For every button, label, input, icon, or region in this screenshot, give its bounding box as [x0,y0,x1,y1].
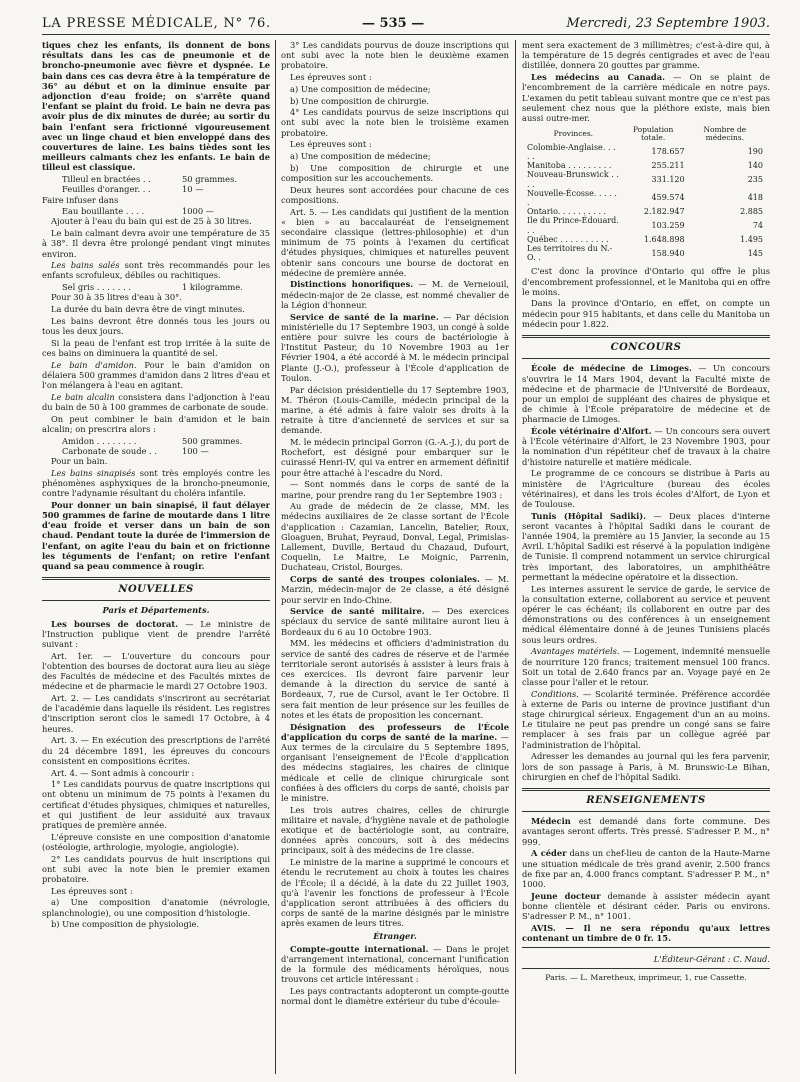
paragraph: Corps de santé des troupes coloniales. — M. Marzin, médecin-major de 2e classe, a été désigné pour servir en Indo-Chine. [281,574,509,605]
table-row [526,207,764,216]
paragraph: École de médecine de Limoges. — Un concours s'ouvrira le 14 Mars 1904, devant la Faculté mixte de médecine et de pharmacie de l'Université de Bordeaux, pour un emploi de suppléant des chaires de physique et de chimie à l'École préparatoire de médecine et de pharmacie de Limoges. [522,363,770,425]
paragraph: ment sera exactement de 3 millimètres; c'est-à-dire qui, à la température de 15 degrés centigrades et avec de l'eau distillée, donnera 20 gouttes par gramme. [522,40,770,71]
section-rule [522,358,770,359]
recipe-line: Tilleul en bractées . . 50 grammes. [62,174,237,185]
paragraph: Dans la province d'Ontario, en effet, on compte un médecin pour 915 habitants, et dans celle du Manitoba un médecin pour 1.822. [522,298,770,329]
subsection-heading: Étranger. [373,930,417,941]
table-cell: 190 [747,147,763,157]
section-rule [522,335,770,338]
table-row [526,216,764,234]
paragraph: b) Une composition de chirurgie et une composition sur les accouchements. [281,162,509,183]
paragraph: Faire infuser dans [42,194,119,205]
table-cell: 74 [752,220,763,230]
table-cell: 178.657 [651,147,685,157]
paragraph: Service de santé de la marine. — Par décision ministérielle du 17 Septembre 1903, un congé à solde entière pour suivre les cours de bactériologie à l'Institut Pasteur, du 10 Novembre 1903 au 1er Février 1904, a été accordé à M. le médecin principal Plante (J.-O.), professeur à l'École d'application de Toulon. [281,311,509,383]
table-cell: Ile du Prince-Édouard. . . [527,216,619,235]
paragraph: Conditions. — Scolarité terminée. Préférence accordée à externe de Paris ou interne de province justifiant d'un stage chirurgical sérieux. Engagement d'un an au moins. Le titulaire ne peut pas prendre un congé sans se faire remplacer à ses frais par un collègue agréé par l'administration de l'hôpital. [522,688,770,750]
table-cell: 158.940 [651,248,685,258]
table-cell: Colombie-Anglaise. . . . . [527,142,616,162]
section-rule [522,788,770,791]
table-row [526,189,764,207]
table-row [526,244,764,262]
paragraph: M. le médecin principal Gorron (G.-A.-J.), du port de Rochefort, est désigné pour embarquer sur le cuirassé Henri-IV, qui va entrer en armement définitif pour être attaché à l'escadre du Nord. [281,437,509,478]
paragraph: Deux heures sont accordées pour chacune de ces compositions. [281,184,509,205]
table-cell: 103.259 [651,220,685,230]
paragraph: Tunis (Hôpital Sadiki). — Deux places d'interne seront vacantes à l'hôpital Sadiki dans le courant de l'année 1904, la première au 15 Janvier, la seconde au 15 Avril. L'hôpital Sadiki est réservé à la population indigène de Tunisie. Il comprend notamment un service chirurgical très important, des laboratoires, un amphithéâtre permettant la médecine opératoire et la dissection. [522,510,770,582]
paragraph: Art. 1er. — L'ouverture du concours pour l'obtention des bourses de doctorat aura lieu au siège des Facultés de médecine et des Facultés mixtes de médecine et de pharmacie le mardi 27 Octobre 1903. [42,650,270,692]
table-cell: 145 [747,248,763,258]
page-number: — 535 — [362,16,425,31]
paragraph: Au grade de médecin de 2e classe, MM. les médecins auxiliaires de 2e classe sortant de l'École d'application : Cazamian, Lancelin, Batelier, Roux, Gloaguen, Bruhat, Peyraud, Donval, Legal, Primislas-Lallement, Duville, Bertaud du Chazaud, Dufourt, Coquelin, Le Maitre, Le Moignic, Parrenin, Duchateau, Cristol, Bourges. [281,501,509,573]
printer-imprint: Paris. — L. Maretheux, imprimeur, 1, rue Cassette. [545,973,747,983]
paragraph: Les bains sinapisés sont très employés contre les phénomènes asphyxiques de la broncho-pneumonie, contre l'adynamie résultant du choléra infantile. [42,467,270,499]
recipe-line: Eau bouillante . . . . 1000 — [62,206,215,217]
paragraph: Pour un bain. [51,455,108,466]
paragraph: Art. 3. — En exécution des prescriptions de l'arrêté du 24 décembre 1891, les épreuves du concours consistent en compositions écrites. [42,735,270,766]
table-header: Provinces. [553,129,594,139]
paragraph: Avantages matériels. — Logement, indemnité mensuelle de nourriture 120 francs; traitement mensuel 100 francs. Soit un total de 2.640 francs par an. Voyage payé en 2e classe pour l'aller et le retour. [522,646,770,687]
paragraph: 4° Les candidats pourvus de seize inscriptions qui ont subi avec la note bien le troisième examen probatoire. [281,107,509,138]
column-3 [522,40,770,1076]
table-cell: Les territoires du N.-O. . [527,243,613,263]
paragraph: Art. 2. — Les candidats s'inscriront au secrétariat de l'académie dans laquelle ils résident. Les registres d'inscription seront clos le samedi 17 Octobre, à 4 heures. [42,693,270,734]
paragraph: On peut combiner le bain d'amidon et le bain alcalin; on prescrira alors : [42,413,270,434]
paragraph: Ajouter à l'eau du bain qui est de 25 à 30 litres. [51,216,252,227]
paragraph: La durée du bain devra être de vingt minutes. [51,304,245,315]
paragraph: Le ministre de la marine a supprimé le concours et étendu le recrutement au choix à toutes les chaires de l'École; il a décidé, à la date du 22 Juillet 1903, qu'à l'avenir les fonctions de professeur à l'École d'application seront attribuées à des officiers du corps de santé de la marine désignés par le ministre après examen de leurs titres. [281,857,509,929]
issue-date: Mercredi, 23 Septembre 1903. [566,16,770,31]
column-divider [515,40,516,1074]
paragraph: L'épreuve consiste en une composition d'anatomie (ostéologie, arthrologie, myologie, angiologie). [42,831,270,852]
paragraph: Désignation des professeurs de l'École d'application du corps de santé de la marine. — Aux termes de la circulaire du 5 Septembre 1895, organisant l'enseignement de l'École d'application des médecins stagiaires, les chaires de clinique médicale et celle de clinique chirurgicale sont confiées à des officiers du corps de santé, choisis par le ministre. [281,721,509,803]
section-heading-concours: CONCOURS [610,342,682,354]
table-row [526,235,764,244]
paragraph: Les pays contractants adopteront un compte-goutte normal dont le diamètre extérieur du tube d'écoule- [281,986,509,1007]
paragraph: Par décision présidentielle du 17 Septembre 1903, M. Théron (Louis-Camille, médecin principal de la marine, a été admis à faire valoir ses droits à la retraite à titre d'ancienneté de services et sur sa demande. [281,384,509,436]
paragraph: Les trois autres chaires, celles de chirurgie militaire et navale, d'hygiène navale et de pathologie exotique et de bactériologie sont, au contraire, données après concours, soit à des médecins principaux, soit à des médecins de 1re classe. [281,804,509,856]
paragraph: Pour 30 à 35 litres d'eau à 30°. [51,292,182,303]
table-header: Population totale. [632,125,674,142]
column-divider [275,40,276,1074]
paragraph: Le bain calmant devra avoir une température de 35 à 38°. Il devra être prolongé pendant vingt minutes environ. [42,228,270,259]
classified-ad: Médecin est demandé dans forte commune. Des avantages seront offerts. Très pressé. S'adresser P. M., n° 999. [522,816,770,847]
paragraph: Art. 5. — Les candidats qui justifient de la mention « bien » au baccalauréat de l'enseignement secondaire classique (lettres-philosophie) et d'un minimum de 75 points à l'examen du certificat d'études physiques, chimiques et naturelles peuvent obtenir sans concours une bourse de doctorat en médecine de première année. [281,206,509,278]
paragraph: Les bains salés sont très recommandés pour les enfants scrofuleux, débiles ou rachitiques. [42,260,270,281]
paragraph: Le bain alcalin consistera dans l'adjonction à l'eau du bain de 50 à 100 grammes de carbonate de soude. [42,391,270,412]
paragraph: Service de santé militaire. — Des exercices spéciaux du service de santé militaire auront lieu à Bordeaux du 6 au 10 Octobre 1903. [281,606,509,637]
table-cell: 255.211 [651,161,685,171]
subsection-heading: Paris et Départements. [102,605,210,616]
paragraph: Les internes assurent le service de garde, le service de la consultation externe, collaborent au service et peuvent opérer le cas échéant; ils collaborent en outre par des démonstrations ou des conférences à un enseignement médical élémentaire donné à de jeunes Tunisiens placés sous leurs ordres. [522,583,770,645]
table-cell: 2.182.947 [643,207,685,217]
paragraph: MM. les médecins et officiers d'administration du service de santé des cadres de réserve et de l'armée territoriale seront autorisés à assister à leurs frais à ces exercices. Ils devront faire parvenir leur demande à la direction du service de santé à Bordeaux, 7, rue de Cursol, avant le 1er Octobre. Il sera fait mention de leur présence sur les feuilles de notes et les états de proposition les concernant. [281,638,509,720]
paragraph: Art. 4. — Sont admis à concourir : [51,767,195,778]
recipe-line: Sel gris . . . . . . . 1 kilogramme. [62,282,243,293]
paragraph: Le bain d'amidon. Pour le bain d'amidon on délaiera 500 grammes d'amidon dans 2 litres d'eau et l'on mélangera à l'eau en agitant. [42,359,270,390]
section-rule [522,947,770,948]
paragraph: a) Une composition d'anatomie (névrologie, splanchnologie), ou une composition d'histologie. [42,897,270,918]
table-cell: Nouveau-Brunswick . . . . [527,170,619,189]
paragraph: Les épreuves sont : [290,72,372,83]
paragraph: Les bains devront être donnés tous les jours ou tous les deux jours. [42,315,270,336]
paragraph: Si la peau de l'enfant est trop irritée à la suite de ces bains on diminuera la quantité de sel. [42,337,270,358]
recipe-line: Amidon . . . . . . . . 500 grammes. [62,435,243,446]
classified-ad: Jeune docteur demande à assister médecin ayant bonne clientèle et désirant céder. Paris ou environs. S'adresser P. M., n° 1001. [522,890,770,922]
page-header [42,12,770,34]
table-row [526,143,764,161]
recipe-line: Feuilles d'oranger. . . 10 — [62,184,204,195]
paragraph: Adresser les demandes au journal qui les fera parvenir, lors de son passage à Paris, à M. Brunswic-Le Bihan, chirurgien en chef de l'hôpital Sadiki. [522,751,770,782]
table-cell: 418 [747,193,763,203]
header-rule [42,34,770,35]
paragraph: b) Une composition de physiologie. [51,919,200,930]
paragraph: Les médecins au Canada. — On se plaint de l'encombrement de la carrière médicale en notre pays. L'examen du petit tableau suivant montre que ce n'est pas seulement chez nous que la pléthore existe, mais bien aussi outre-mer. [522,72,770,123]
table-cell: Québec . . . . . . . . . . [527,234,609,244]
paragraph: Les épreuves sont : [290,139,372,150]
paragraph: b) Une composition de chirurgie. [290,95,430,106]
table-header: Nombre de médecins. [703,125,747,142]
paragraph: Les bourses de doctorat. — Le ministre de l'Instruction publique vient de prendre l'arrêté suivant : [42,618,270,650]
section-rule [522,811,770,812]
paragraph: 1° Les candidats pourvus de quatre inscriptions qui ont obtenu un minimum de 75 points à l'examen du certificat d'études physiques, chimiques et naturelles, et qui justifient de leur assiduité aux travaux pratiques de première année. [42,779,270,831]
section-heading-renseignements: RENSEIGNEMENTS [586,794,706,806]
paragraph: 2° Les candidats pourvus de huit inscriptions qui ont subi avec la note bien le premier examen probatoire. [42,853,270,885]
classified-ad: A céder dans un chef-lieu de canton de la Haute-Marne une situation médicale de très grand avenir, 2.500 francs de fixe par an, 4.000 francs comptant. S'adresser P. M., n° 1000. [522,848,770,889]
table-cell: 140 [747,161,763,171]
paragraph: C'est donc la province d'Ontario qui offre le plus d'encombrement professionnel, et le Manitoba qui en offre le moins. [522,266,770,297]
canada-table [526,125,764,262]
table-cell: 459.574 [651,193,685,203]
table-cell: 2.885 [740,207,763,217]
recipe-line: Carbonate de soude . . 100 — [62,445,209,456]
column-2 [281,40,509,1076]
table-cell: 331.120 [651,175,685,185]
table-cell: Nouvelle-Écosse. . . . . . [527,188,617,207]
section-heading-nouvelles: NOUVELLES [118,584,194,596]
journal-title: LA PRESSE MÉDICALE, N° 76. [42,16,271,31]
column-1 [42,40,270,1076]
paragraph: Le programme de ce concours se distribue à Paris au ministère de l'Agriculture (bureau des écoles vétérinaires), et dans les trois écoles d'Alfort, de Lyon et de Toulouse. [522,468,770,509]
table-cell: 1.648.898 [643,234,685,244]
table-cell: Ontario. . . . . . . . . . [527,207,607,217]
table-row [526,170,764,188]
paragraph: Pour donner un bain sinapisé, il faut délayer 500 grammes de farine de moutarde dans 1 litre d'eau froide et verser dans un bain de son chaud. Pendant toute la durée de l'immersion de l'enfant, on agite l'eau du bain et on frictionne les téguments de l'enfant; on retire l'enfant quand sa peau commence à rougir. [42,499,270,571]
paragraph: Compte-goutte international. — Dans le projet d'arrangement international, concernant l'unification de la formule des médicaments héroïques, nous trouvons cet article intéressant : [281,943,509,985]
table-cell: 235 [747,175,763,185]
table-row [526,161,764,170]
paragraph: École vétérinaire d'Alfort. — Un concours sera ouvert à l'École vétérinaire d'Alfort, le 23 Novembre 1903, pour la nomination d'un répétiteur chef de travaux à la chaire d'histoire naturelle et matière médicale. [522,426,770,467]
section-rule [42,577,270,580]
section-rule [522,968,770,969]
paragraph: 3° Les candidats pourvus de douze inscriptions qui ont subi avec la note bien le deuxième examen probatoire. [281,40,509,71]
paragraph: Les épreuves sont : [51,885,133,896]
paragraph: — Sont nommés dans le corps de santé de la marine, pour prendre rang du 1er Septembre 1903 : [281,479,509,500]
paragraph: a) Une composition de médecine; [290,151,431,162]
table-cell: 1.495 [740,234,763,244]
table-cell: Manitoba . . . . . . . . . [527,161,612,171]
paragraph: Distinctions honorifiques. — M. de Verneiouil, médecin-major de 2e classe, est nommé chevalier de la Légion d'honneur. [281,279,509,310]
section-rule [42,600,270,601]
notice: AVIS. — Il ne sera répondu qu'aux lettres contenant un timbre de 0 fr. 15. [522,922,770,943]
paragraph: tiques chez les enfants, ils donnent de bons résultats dans les cas de pneumonie et de broncho-pneumonie avec fièvre et dyspnée. Le bain dans ces cas devra être à la température de 36° au début et on la diminue ensuite par adjonction d'eau froide; on s'arrête quand l'enfant se plaint du froid. Le bain ne devra pas avoir plus de dix minutes de durée; au sortir du bain l'enfant sera frictionné vigoureusement avec un linge chaud et bien enveloppé dans des couvertures de laine. Les bains tièdes sont les meilleurs calmants chez les enfants. Le bain de tilleul est classique. [42,40,270,173]
publisher-signature: L'Éditeur-Gérant : C. Naud. [653,954,770,965]
paragraph: a) Une composition de médecine; [290,83,431,94]
